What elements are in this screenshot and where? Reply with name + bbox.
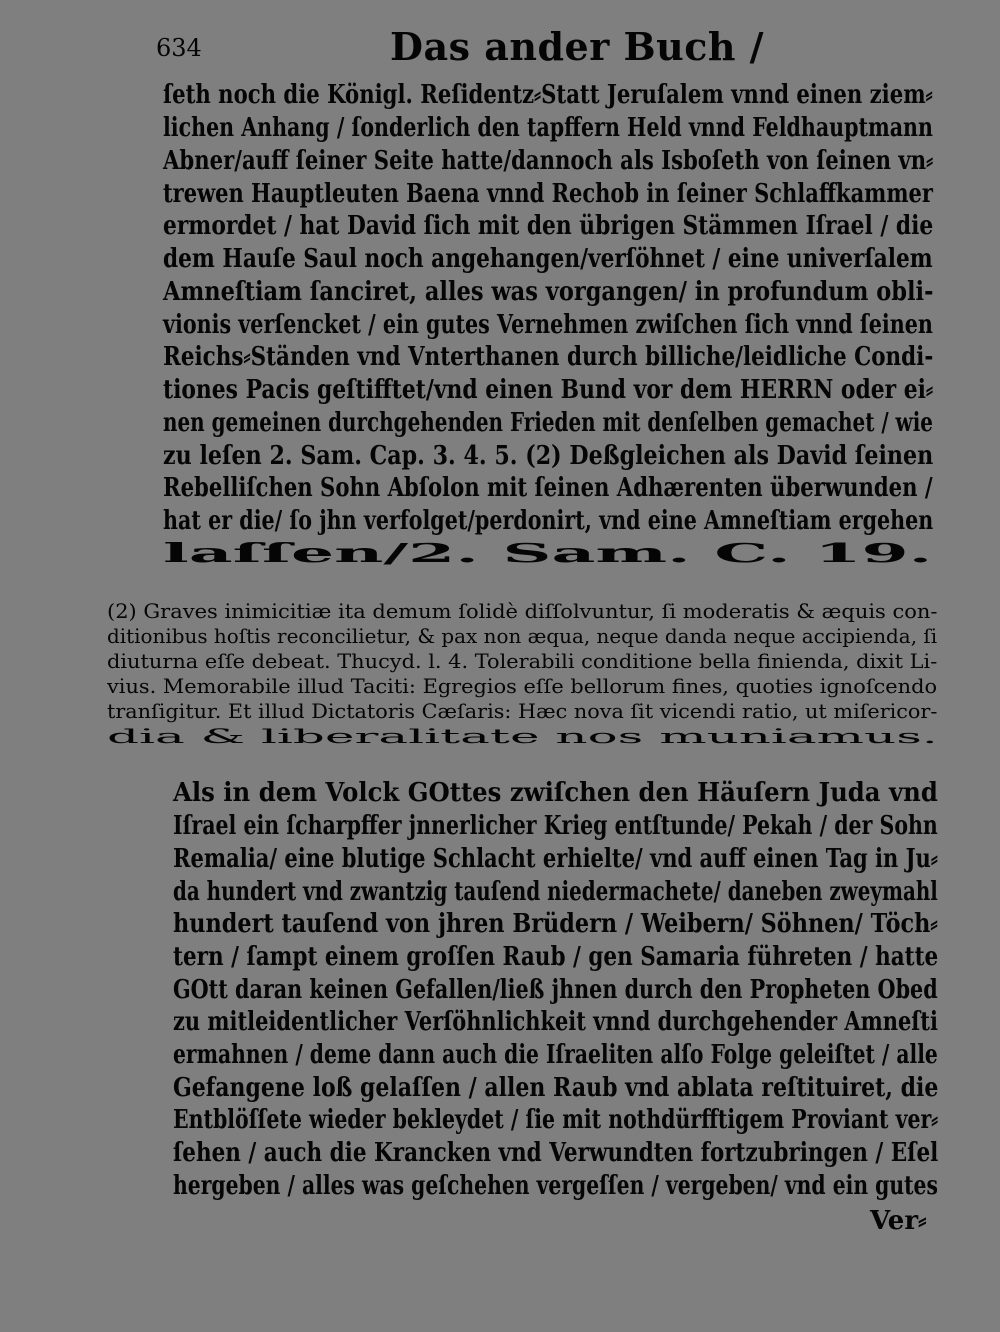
text-line: laſſen/2. Sam. C. 19. [163, 538, 933, 569]
text-line: Entblöſſete wieder bekleydet / ſie mit nothdürfftigem Proviant ver⸗ [173, 1104, 939, 1135]
text-line: Reichs⸗Ständen vnd Vnterthanen durch billiche/leidliche Condi- [163, 341, 934, 372]
page-number: 634 [156, 34, 202, 62]
text-line: tern / ſampt einem groſſen Raub / gen Samaria führeten / hatte [173, 941, 939, 972]
text-line: hergeben / alles was geſchehen vergeſſen / vergeben/ vnd ein gutes [173, 1170, 938, 1201]
text-line: GOtt daran keinen Gefallen/ließ jhnen durch den Propheten Obed [173, 974, 938, 1005]
text-line: ermordet / hat David ſich mit den übrigen Stämmen Iſrael / die [163, 210, 934, 241]
footnote-line: vius. Memorabile illud Taciti: Egregios eſſe bellorum fines, quoties ignoſcendo [107, 675, 938, 698]
footnote-line: diuturna eſſe debeat. Thucyd. l. 4. Tolerabili conditione bella finienda, dixit Li- [107, 650, 938, 673]
text-line: ermahnen / deme dann auch die Iſraeliten alſo Folge geleiſtet / alle [173, 1039, 938, 1070]
text-line: trewen Hauptleuten Baena vnnd Rechob in ſeiner Schlaffkammer [163, 178, 933, 209]
footnote-line: dia & liberalitate nos muniamus. [107, 725, 938, 748]
text-line: Amneſtiam ſanciret, alles was vorgangen/ in profundum obli- [163, 276, 934, 307]
text-line: Rebelliſchen Sohn Abſolon mit ſeinen Adhærenten überwunden / [163, 472, 933, 503]
footnote-line: ditionibus hoſtis reconcilietur, & pax non æqua, neque danda neque accipienda, ſi [107, 625, 938, 648]
text-line: zu leſen 2. Sam. Cap. 3. 4. 5. (2) Deßgleichen als David ſeinen [163, 440, 934, 471]
text-line: hat er die/ ſo jhn verfolget/perdonirt, vnd eine Amneſtiam ergehen [163, 505, 934, 536]
text-line: Remalia/ eine blutige Schlacht erhielte/ vnd auff einen Tag in Ju⸗ [173, 843, 938, 874]
text-line: vionis verſencket / ein gutes Vernehmen zwiſchen ſich vnnd ſeinen [163, 309, 933, 340]
text-line: lichen Anhang / ſonderlich den tapffern Held vnnd Feldhauptmann [163, 112, 933, 143]
text-line: nen gemeinen durchgehenden Frieden mit denſelben gemachet / wie [163, 407, 933, 438]
text-line: hundert tauſend von jhren Brüdern / Weibern/ Söhnen/ Töch⸗ [173, 908, 938, 939]
text-line: dem Hauſe Saul noch angehangen/verſöhnet / eine univerſalem [163, 243, 933, 274]
text-line: Gefangene loß gelaſſen / allen Raub vnd ablata reſtituiret, die [173, 1072, 939, 1103]
text-line: ſehen / auch die Krancken vnd Verwundten fortzubringen / Eſel [173, 1137, 939, 1168]
text-line: da hundert vnd zwantzig tauſend niedermachete/ daneben zweymahl [173, 876, 938, 907]
page-header [150, 20, 950, 70]
text-line: Iſrael ein ſcharpffer jnnerlicher Krieg entſtunde/ Pekah / der Sohn [173, 810, 938, 841]
footnote-line: (2) Graves inimicitiæ ita demum ſolidè diſſolvuntur, ſi moderatis & æquis con- [107, 600, 938, 623]
text-line: ſeth noch die Königl. Reſidentz⸗Statt Jeruſalem vnnd einen ziem⸗ [163, 79, 933, 110]
catchword: Ver⸗ [870, 1206, 927, 1236]
text-line: Abner/auff ſeiner Seite hatte/dannoch als Isboſeth von ſeinen vn⸗ [163, 145, 934, 176]
running-title: Das ander Buch / [390, 24, 765, 69]
text-line: Als in dem Volck GOttes zwiſchen den Häuſern Juda vnd [173, 777, 938, 808]
text-line: tiones Pacis geſtifftet/vnd einen Bund vor dem HERRN oder ei⸗ [163, 374, 934, 405]
text-line: zu mitleidentlicher Verſöhnlichkeit vnnd durchgehender Amneſti [173, 1006, 938, 1037]
footnote-line: tranſigitur. Et illud Dictatoris Cæſaris: Hæc nova ſit vicendi ratio, ut miſericor- [107, 700, 938, 723]
